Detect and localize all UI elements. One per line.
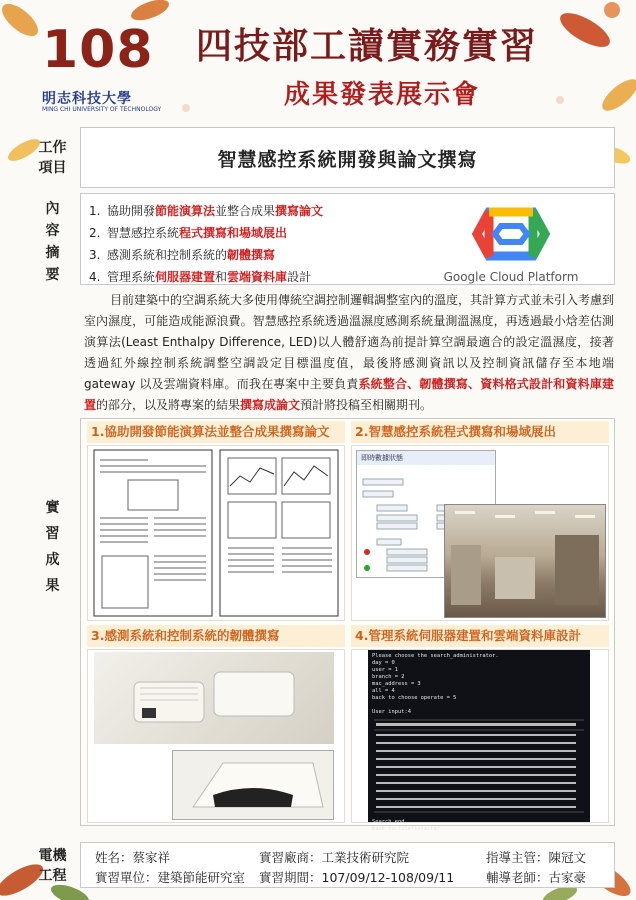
results-box [80, 418, 615, 832]
topic-box [80, 127, 615, 188]
result-heading-3: 3.感測系統和控制系統的韌體撰寫 [87, 625, 345, 647]
label-work-item: 工作 項目 [38, 140, 67, 176]
footer-box [80, 842, 615, 888]
intern-period: 實習期間：107/09/12-108/09/11 [259, 870, 455, 885]
teacher-name: 輔導老師：古家豪 [486, 870, 587, 885]
terminal-line: back to choose operate = 5 [372, 695, 457, 701]
terminal-line: user = 1 [372, 667, 398, 673]
result-heading-4: 4.管理系統伺服器建置和雲端資料庫設計 [351, 625, 609, 647]
topic-title: 智慧感控系統開發與論文撰寫 [217, 149, 478, 171]
terminal-line: Search end. [372, 819, 408, 825]
university-name: 明志科技大學 [42, 91, 132, 107]
terminal-line: branch = 2 [372, 674, 405, 680]
summary-item: 3. 感測系統和控制系統的韌體撰寫 [89, 248, 276, 262]
terminal-line: all = 4 [372, 688, 395, 694]
gcp-logo-text: Google Cloud Platform [443, 270, 579, 284]
result-heading-2: 2.智慧感控系統程式撰寫和場域展出 [351, 421, 609, 443]
label-dept: 電機 工程 [38, 848, 67, 884]
terminal-line: Please choose the search_administrator. [372, 653, 499, 659]
paper-panel [87, 445, 345, 621]
paper-pages-image [88, 446, 344, 620]
label-results: 實 習 成 果 [45, 500, 60, 594]
supervisor-name: 指導主管：陳冠文 [486, 850, 587, 865]
terminal-line: Back to filelistalter [372, 826, 441, 832]
terminal-panel [351, 649, 609, 832]
page-title: 四技部工讀實務實習 [196, 26, 539, 67]
summary-item: 4. 管理系統伺服器建置和雲端資料庫設計 [89, 270, 312, 284]
dashboard-title: 即時數據狀態 [357, 451, 495, 465]
terminal-table-image [372, 716, 586, 816]
terminal-line: day = 0 [372, 660, 395, 666]
student-name: 姓名：蔡家祥 [95, 850, 171, 865]
gcp-logo [421, 204, 601, 282]
summary-item: 2. 智慧感控系統程式撰寫和場域展出 [89, 226, 288, 240]
label-summary: 內 容 摘 要 [45, 201, 60, 283]
company-name: 實習廠商：工業技術研究院 [259, 850, 410, 865]
body-paragraph: 目前建築中的空調系統大多使用傳統空調控制邏輯調整室內的溫度，其計算方式並未引入考慮到室內濕度，可能造成能源浪費。智慧感控系統透過溫濕度感測系統量測溫濕度，再透過最小焓差估測演算法(Least Enthalpy Difference, LED)以人體舒適為前提計算空調最適合的設定溫濕度，接著透過紅外線控制系統調整空調設定目標溫度值，最後將感測資訊以及控制資訊儲存至本地端 gateway 以及雲端資料庫。而我在專案中主要負責系統整合、韌體撰寫、資料格式設計和資料庫建置的部分，以及將專案的結果撰寫成論文預計將投稿至相關期刊。 [84, 293, 615, 412]
header-number: 108 [42, 20, 154, 80]
device-panel [87, 649, 345, 823]
gcp-hexagon-icon [421, 204, 601, 264]
sensor-photo [94, 652, 334, 744]
summary-box [80, 193, 615, 285]
system-demo-panel [351, 445, 609, 621]
intern-unit: 實習單位：建築節能研究室 [95, 870, 246, 885]
terminal-window [368, 650, 590, 832]
terminal-line [372, 702, 586, 709]
summary-item: 1. 協助開發節能演算法並整合成果撰寫論文 [89, 204, 324, 218]
terminal-line: User input:4 [372, 709, 411, 715]
exhibition-photo [444, 504, 606, 618]
terminal-line: mac_address = 3 [372, 681, 421, 687]
result-heading-1: 1.協助開發節能演算法並整合成果撰寫論文 [87, 421, 345, 443]
page-subtitle: 成果發表展示會 [284, 80, 481, 110]
controller-photo [172, 750, 334, 820]
university-name-en: MING CHI UNIVERSITY OF TECHNOLOGY [42, 106, 162, 113]
